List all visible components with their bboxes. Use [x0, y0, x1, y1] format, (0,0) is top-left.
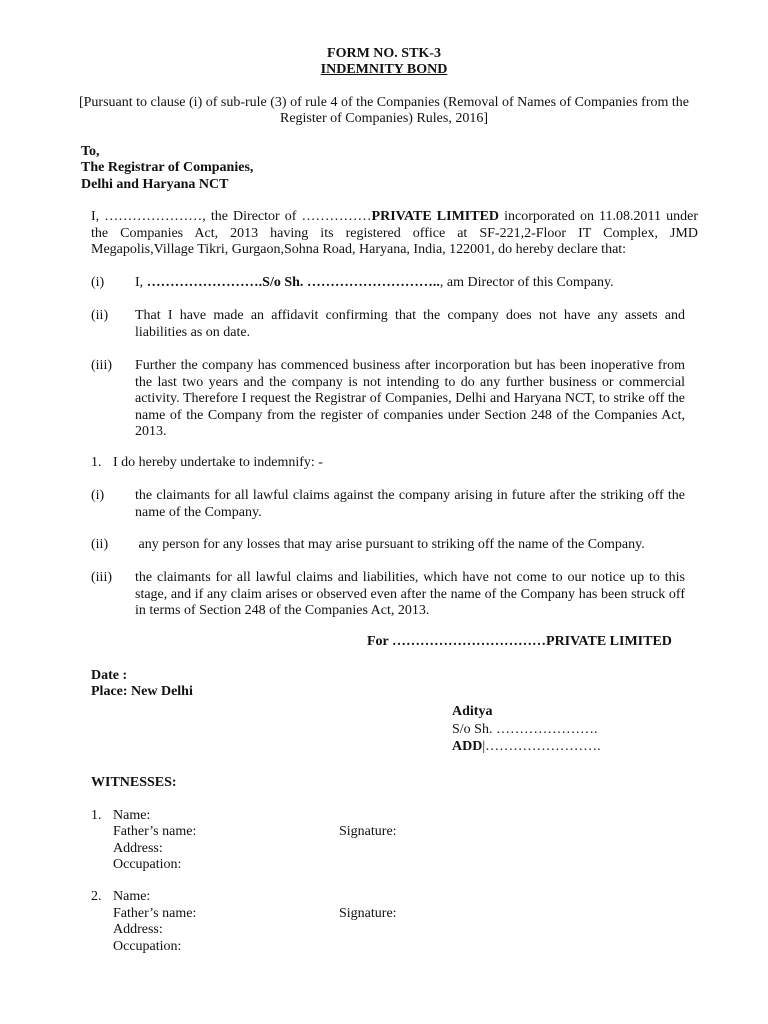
clause-1-suffix: , am Director of this Company. — [439, 275, 614, 290]
witness-signature-label: Signature: — [339, 906, 397, 921]
declaration-paragraph — [91, 209, 698, 259]
witness-address-label: Address: — [113, 841, 163, 856]
indemnify-number: (i) — [91, 488, 105, 503]
declaration-details: incorporated on 11.08.2011 under the Companies Act, 2013 having its registered office at SF-221,2-Floor IT Complex, JMD Megapolis,Village Tikri, Gurgaon,Sohna Road, Haryana, India, 122001, do hereby declare that: — [91, 209, 698, 258]
declaration-company: PRIVATE LIMITED — [371, 209, 500, 224]
clause-number: (iii) — [91, 358, 112, 373]
signatory-address-label: ADD — [452, 739, 483, 754]
witness-name-label: Name: — [113, 889, 151, 904]
for-company-line: For ……………………………PRIVATE LIMITED — [367, 634, 672, 649]
addressee-region: Delhi and Haryana NCT — [81, 177, 229, 192]
indemnify-number: (iii) — [91, 570, 112, 585]
clause-1-name-placeholder: …………………….S/o Sh. ……………………….. — [146, 275, 440, 290]
witness-occupation-label: Occupation: — [113, 939, 182, 954]
undertaking-text: I do hereby undertake to indemnify: - — [113, 455, 323, 470]
witness-father-label: Father’s name: — [113, 824, 197, 839]
indemnify-text: any person for any losses that may arise pursuant to striking off the name of the Company. — [135, 537, 645, 552]
witness-signature-label: Signature: — [339, 824, 397, 839]
clause-text: That I have made an affidavit confirming that the company does not have any assets and liabilities as on date. — [135, 308, 685, 340]
indemnify-text: the claimants for all lawful claims against the company arising in future after the striking off the name of the Company. — [135, 488, 685, 520]
clause-text: Further the company has commenced business after incorporation but has been inoperative from the last two years and the company is not intending to do any further business or commercial activity. Therefore I request the Registrar of Companies, Delhi and Haryana NCT, to strike off the name of the Company from the register of companies under Section 248 of the Companies Act, 2013. — [135, 358, 685, 440]
addressee-registrar: The Registrar of Companies, — [81, 160, 254, 175]
form-number: FORM NO. STK-3 — [327, 46, 441, 61]
clause-text — [135, 275, 685, 292]
witness-occupation-label: Occupation: — [113, 857, 182, 872]
witness-number: 1. — [91, 808, 102, 823]
signatory-father: S/o Sh. …………………. — [452, 722, 598, 737]
witness-address-label: Address: — [113, 922, 163, 937]
signatory-address-value: |……………………. — [482, 739, 601, 754]
date-label: Date : — [91, 668, 128, 683]
clause-1-prefix: I, — [135, 275, 147, 290]
witnesses-heading: WITNESSES: — [91, 775, 177, 790]
indemnify-text: the claimants for all lawful claims and liabilities, which have not come to our notice up to this stage, and if any claim arises or observed even after the name of the Company has been struck off in terms of Section 248 of the Companies Act, 2013. — [135, 570, 685, 619]
declaration-intro: I, …………………, the Director of …………… — [91, 209, 372, 224]
pursuant-line-2: Register of Companies) Rules, 2016] — [279, 111, 489, 126]
witness-number: 2. — [91, 889, 102, 904]
indemnify-number: (ii) — [91, 537, 109, 552]
clause-number: (ii) — [91, 308, 109, 323]
witness-father-label: Father’s name: — [113, 906, 197, 921]
witness-name-label: Name: — [113, 808, 151, 823]
undertaking-number: 1. — [91, 455, 102, 470]
signatory-name: Aditya — [452, 704, 493, 719]
pursuant-line-1: [Pursuant to clause (i) of sub-rule (3) of rule 4 of the Companies (Removal of Names of Companies from the — [78, 95, 689, 110]
document-title: INDEMNITY BOND — [320, 62, 448, 77]
clause-number: (i) — [91, 275, 105, 290]
addressee-to: To, — [81, 144, 100, 159]
signatory-address — [452, 739, 601, 756]
place-label: Place: New Delhi — [91, 684, 193, 699]
